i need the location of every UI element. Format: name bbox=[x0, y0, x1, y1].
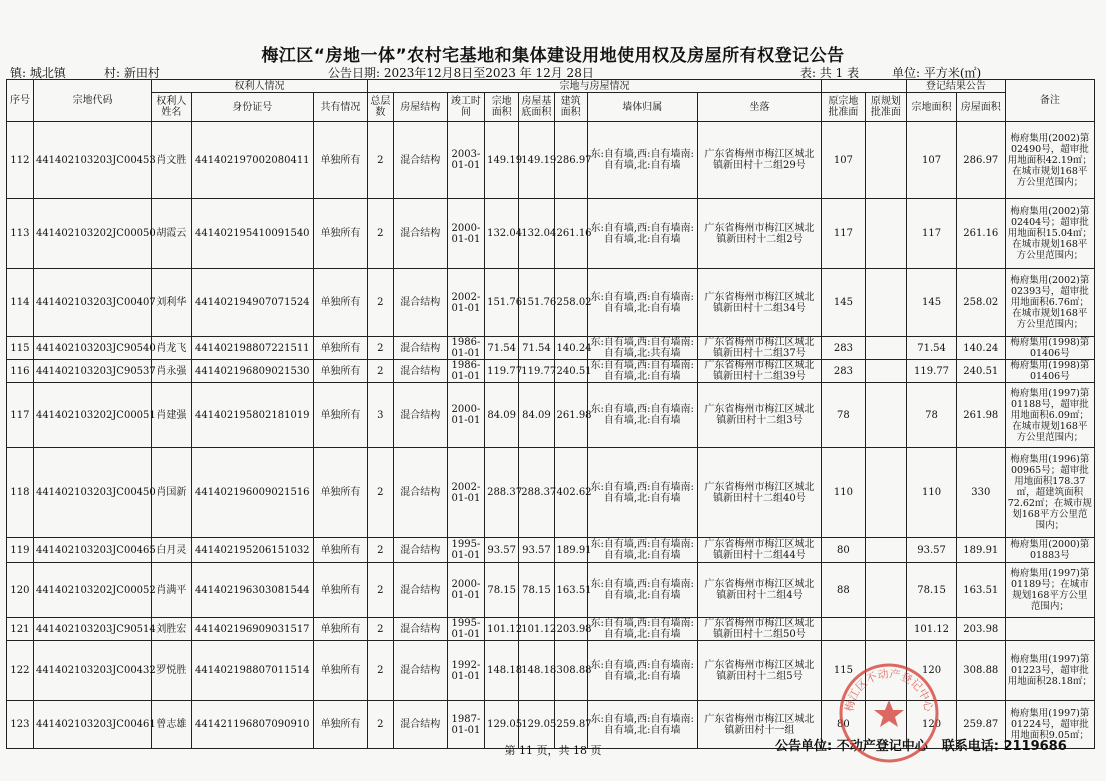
cell-result-land-area: 119.77 bbox=[907, 360, 957, 383]
cell-address: 广东省梅州市梅江区城北镇新田村十二组4号 bbox=[697, 563, 821, 618]
cell-orig-approved-area: 110 bbox=[822, 448, 866, 538]
cell-floors: 2 bbox=[367, 122, 393, 199]
cell-name: 胡霞云 bbox=[152, 199, 191, 269]
cell-note: 梅府集用(1996)第00965号；超审批用地面积178.37㎡，超建筑面积72.62㎡；在城市规划168平方公里范围内； bbox=[1005, 448, 1094, 538]
cell-seq: 123 bbox=[7, 701, 34, 749]
cell-completion-date: 1986-01-01 bbox=[447, 337, 484, 360]
page-title: 梅江区“房地一体”农村宅基地和集体建设用地使用权及房屋所有权登记公告 bbox=[261, 46, 845, 66]
cell-floors: 2 bbox=[367, 701, 393, 749]
cell-note: 梅府集用(1997)第01223号，超审批用地面积28.18㎡； bbox=[1005, 641, 1094, 701]
header-wall: 墙体归属 bbox=[587, 93, 697, 122]
cell-base-area: 93.57 bbox=[519, 538, 554, 563]
cell-building-area: 286.97 bbox=[554, 122, 587, 199]
cell-result-house-area: 261.16 bbox=[956, 199, 1005, 269]
cell-note: 梅府集用(2002)第02393号，超审批用地面积6.76㎡；在城市规划168平方公里范围内； bbox=[1005, 269, 1094, 337]
cell-orig-approved-area: 145 bbox=[822, 269, 866, 337]
cell-completion-date: 2000-01-01 bbox=[447, 563, 484, 618]
cell-share: 单独所有 bbox=[313, 641, 367, 701]
cell-land-area: 132.04 bbox=[485, 199, 519, 269]
cell-building-area: 163.51 bbox=[554, 563, 587, 618]
cell-orig-approved-area: 88 bbox=[822, 563, 866, 618]
cell-land-area: 119.77 bbox=[485, 360, 519, 383]
cell-floors: 2 bbox=[367, 337, 393, 360]
header-note: 备注 bbox=[1005, 80, 1094, 122]
header-orig: 原宗地批准面 bbox=[822, 93, 866, 122]
cell-plan-approved-area bbox=[865, 538, 906, 563]
header-share: 共有情况 bbox=[313, 93, 367, 122]
cell-plan-approved-area bbox=[865, 199, 906, 269]
cell-land-area: 151.76 bbox=[485, 269, 519, 337]
cell-base-area: 149.19 bbox=[519, 122, 554, 199]
cell-name: 罗悦胜 bbox=[152, 641, 191, 701]
cell-building-area: 203.98 bbox=[554, 618, 587, 641]
cell-id-number: 441402195206151032 bbox=[191, 538, 313, 563]
cell-wall: 东:自有墙,西:自有墙南:自有墙,北:自有墙 bbox=[587, 563, 697, 618]
cell-orig-approved-area: 283 bbox=[822, 360, 866, 383]
cell-floors: 2 bbox=[367, 618, 393, 641]
cell-share: 单独所有 bbox=[313, 360, 367, 383]
cell-seq: 119 bbox=[7, 538, 34, 563]
cell-structure: 混合结构 bbox=[393, 563, 447, 618]
cell-name: 肖永强 bbox=[152, 360, 191, 383]
cell-land-area: 93.57 bbox=[485, 538, 519, 563]
header-owner-group: 权利人情况 bbox=[152, 80, 368, 93]
cell-building-area: 240.51 bbox=[554, 360, 587, 383]
cell-result-land-area: 145 bbox=[907, 269, 957, 337]
cell-result-house-area: 258.02 bbox=[956, 269, 1005, 337]
cell-land-area: 101.12 bbox=[485, 618, 519, 641]
cell-wall: 东:自有墙,西:自有墙南:自有墙,北:自有墙 bbox=[587, 199, 697, 269]
cell-code: 441402103202JC00052 bbox=[33, 563, 151, 618]
cell-orig-approved-area: 80 bbox=[822, 701, 866, 749]
cell-orig-approved-area: 115 bbox=[822, 641, 866, 701]
cell-completion-date: 1986-01-01 bbox=[447, 360, 484, 383]
table-row bbox=[7, 360, 1095, 383]
cell-note: 梅府集用(1997)第01189号；在城市规划168平方公里范围内； bbox=[1005, 563, 1094, 618]
cell-completion-date: 1995-01-01 bbox=[447, 538, 484, 563]
cell-orig-approved-area: 117 bbox=[822, 199, 866, 269]
cell-code: 441402103203JC00407 bbox=[33, 269, 151, 337]
cell-note: 梅府集用(1997)第01224号，超审批用地面积9.05㎡； bbox=[1005, 701, 1094, 749]
cell-wall: 东:自有墙,西:自有墙南:自有墙,北:自有墙 bbox=[587, 641, 697, 701]
header-base-area: 房屋基底面积 bbox=[519, 93, 554, 122]
table-row bbox=[7, 199, 1095, 269]
cell-note: 梅府集用(1998)第01406号 bbox=[1005, 360, 1094, 383]
cell-building-area: 140.24 bbox=[554, 337, 587, 360]
cell-code: 441402103202JC00050 bbox=[33, 199, 151, 269]
cell-share: 单独所有 bbox=[313, 448, 367, 538]
cell-code: 441402103203JC00453 bbox=[33, 122, 151, 199]
cell-completion-date: 1995-01-01 bbox=[447, 618, 484, 641]
cell-plan-approved-area bbox=[865, 618, 906, 641]
header-plan: 原规划批准面 bbox=[865, 93, 906, 122]
cell-note: 梅府集用(2002)第02490号，超审批用地面积42.19㎡；在城市规划168平方公里范围内； bbox=[1005, 122, 1094, 199]
cell-completion-date: 2000-01-01 bbox=[447, 383, 484, 448]
cell-structure: 混合结构 bbox=[393, 199, 447, 269]
cell-seq: 122 bbox=[7, 641, 34, 701]
cell-structure: 混合结构 bbox=[393, 337, 447, 360]
cell-address: 广东省梅州市梅江区城北镇新田村十二组39号 bbox=[697, 360, 821, 383]
cell-seq: 120 bbox=[7, 563, 34, 618]
cell-seq: 116 bbox=[7, 360, 34, 383]
cell-note: 梅府集用(1998)第01406号 bbox=[1005, 337, 1094, 360]
cell-building-area: 189.91 bbox=[554, 538, 587, 563]
cell-seq: 115 bbox=[7, 337, 34, 360]
cell-id-number: 441402196909031517 bbox=[191, 618, 313, 641]
cell-completion-date: 2002-01-01 bbox=[447, 269, 484, 337]
cell-result-land-area: 107 bbox=[907, 122, 957, 199]
cell-result-land-area: 110 bbox=[907, 448, 957, 538]
cell-completion-date: 1987-01-01 bbox=[447, 701, 484, 749]
cell-orig-approved-area: 283 bbox=[822, 337, 866, 360]
cell-structure: 混合结构 bbox=[393, 360, 447, 383]
cell-seq: 114 bbox=[7, 269, 34, 337]
cell-result-house-area: 140.24 bbox=[956, 337, 1005, 360]
cell-result-house-area: 240.51 bbox=[956, 360, 1005, 383]
cell-address: 广东省梅州市梅江区城北镇新田村十二组34号 bbox=[697, 269, 821, 337]
cell-result-land-area: 120 bbox=[907, 641, 957, 701]
cell-address: 广东省梅州市梅江区城北镇新田村十二组50号 bbox=[697, 618, 821, 641]
cell-address: 广东省梅州市梅江区城北镇新田村十二组5号 bbox=[697, 641, 821, 701]
cell-result-land-area: 101.12 bbox=[907, 618, 957, 641]
cell-structure: 混合结构 bbox=[393, 618, 447, 641]
cell-structure: 混合结构 bbox=[393, 269, 447, 337]
cell-building-area: 402.62 bbox=[554, 448, 587, 538]
cell-land-area: 149.19 bbox=[485, 122, 519, 199]
cell-id-number: 441421196807090910 bbox=[191, 701, 313, 749]
cell-wall: 东:自有墙,西:自有墙南:自有墙,北:自有墙 bbox=[587, 448, 697, 538]
cell-address: 广东省梅州市梅江区城北镇新田村十二组2号 bbox=[697, 199, 821, 269]
cell-code: 441402103203JC00432 bbox=[33, 641, 151, 701]
cell-building-area: 258.02 bbox=[554, 269, 587, 337]
table-row bbox=[7, 448, 1095, 538]
cell-structure: 混合结构 bbox=[393, 122, 447, 199]
cell-id-number: 441402196009021516 bbox=[191, 448, 313, 538]
cell-name: 刘胜宏 bbox=[152, 618, 191, 641]
cell-name: 曾志雄 bbox=[152, 701, 191, 749]
cell-seq: 117 bbox=[7, 383, 34, 448]
cell-code: 441402103203JC90540 bbox=[33, 337, 151, 360]
cell-floors: 2 bbox=[367, 360, 393, 383]
cell-base-area: 129.05 bbox=[519, 701, 554, 749]
footer-unit: 公告单位: 不动产登记中心 bbox=[775, 739, 928, 754]
cell-wall: 东:自有墙,西:自有墙南:自有墙,北:自有墙 bbox=[587, 701, 697, 749]
cell-id-number: 441402198807011514 bbox=[191, 641, 313, 701]
header-res-land: 宗地面积 bbox=[907, 93, 957, 122]
cell-floors: 2 bbox=[367, 269, 393, 337]
cell-code: 441402103203JC90537 bbox=[33, 360, 151, 383]
header-land-area: 宗地面积 bbox=[485, 93, 519, 122]
cell-result-house-area: 189.91 bbox=[956, 538, 1005, 563]
cell-code: 441402103203JC00465 bbox=[33, 538, 151, 563]
cell-name: 肖国新 bbox=[152, 448, 191, 538]
table-row bbox=[7, 383, 1095, 448]
cell-floors: 2 bbox=[367, 641, 393, 701]
cell-id-number: 441402196809021530 bbox=[191, 360, 313, 383]
cell-land-area: 84.09 bbox=[485, 383, 519, 448]
cell-wall: 东:自有墙,西:自有墙南:自有墙,北:自有墙 bbox=[587, 360, 697, 383]
header-name: 权利人姓名 bbox=[152, 93, 191, 122]
cell-floors: 3 bbox=[367, 383, 393, 448]
cell-id-number: 441402196303081544 bbox=[191, 563, 313, 618]
cell-base-area: 101.12 bbox=[519, 618, 554, 641]
cell-result-land-area: 71.54 bbox=[907, 337, 957, 360]
cell-plan-approved-area bbox=[865, 383, 906, 448]
cell-plan-approved-area bbox=[865, 337, 906, 360]
cell-land-area: 78.15 bbox=[485, 563, 519, 618]
cell-wall: 东:自有墙,西:自有墙南:自有墙,北:自有墙 bbox=[587, 269, 697, 337]
cell-code: 441402103203JC00450 bbox=[33, 448, 151, 538]
unit-label: 单位: 平方米(㎡) bbox=[892, 66, 982, 80]
cell-base-area: 119.77 bbox=[519, 360, 554, 383]
cell-base-area: 148.18 bbox=[519, 641, 554, 701]
cell-share: 单独所有 bbox=[313, 563, 367, 618]
cell-share: 单独所有 bbox=[313, 269, 367, 337]
cell-result-land-area: 78 bbox=[907, 383, 957, 448]
cell-share: 单独所有 bbox=[313, 122, 367, 199]
cell-address: 广东省梅州市梅江区城北镇新田村十二组29号 bbox=[697, 122, 821, 199]
cell-structure: 混合结构 bbox=[393, 383, 447, 448]
cell-code: 441402103203JC00461 bbox=[33, 701, 151, 749]
cell-result-house-area: 259.87 bbox=[956, 701, 1005, 749]
cell-code: 441402103203JC90514 bbox=[33, 618, 151, 641]
footer-phone: 联系电话: 2119686 bbox=[941, 739, 1067, 754]
cell-base-area: 288.37 bbox=[519, 448, 554, 538]
cell-base-area: 84.09 bbox=[519, 383, 554, 448]
cell-note: 梅府集用(2002)第02404号；超审批用地面积15.04㎡；在城市规划168平方公里范围内； bbox=[1005, 199, 1094, 269]
official-seal-stamp bbox=[836, 660, 942, 766]
cell-land-area: 129.05 bbox=[485, 701, 519, 749]
header-res-house: 房屋面积 bbox=[956, 93, 1005, 122]
cell-result-house-area: 308.88 bbox=[956, 641, 1005, 701]
cell-result-house-area: 163.51 bbox=[956, 563, 1005, 618]
cell-building-area: 308.88 bbox=[554, 641, 587, 701]
cell-orig-approved-area: 78 bbox=[822, 383, 866, 448]
cell-land-area: 288.37 bbox=[485, 448, 519, 538]
cell-code: 441402103202JC00051 bbox=[33, 383, 151, 448]
header-addr: 坐落 bbox=[697, 93, 821, 122]
table-row bbox=[7, 538, 1095, 563]
cell-structure: 混合结构 bbox=[393, 701, 447, 749]
cell-note: 梅府集用(2000)第01883号 bbox=[1005, 538, 1094, 563]
header-land-group: 宗地与房屋情况 bbox=[367, 80, 821, 93]
cell-name: 肖文胜 bbox=[152, 122, 191, 199]
table-count: 表: 共 1 表 bbox=[800, 66, 860, 80]
cell-plan-approved-area bbox=[865, 269, 906, 337]
cell-orig-approved-area: 107 bbox=[822, 122, 866, 199]
header-id: 身份证号 bbox=[191, 93, 313, 122]
cell-id-number: 441402194907071524 bbox=[191, 269, 313, 337]
cell-plan-approved-area bbox=[865, 563, 906, 618]
cell-share: 单独所有 bbox=[313, 383, 367, 448]
cell-name: 白月灵 bbox=[152, 538, 191, 563]
cell-completion-date: 2002-01-01 bbox=[447, 448, 484, 538]
cell-seq: 112 bbox=[7, 122, 34, 199]
cell-plan-approved-area bbox=[865, 122, 906, 199]
cell-name: 肖建强 bbox=[152, 383, 191, 448]
cell-structure: 混合结构 bbox=[393, 538, 447, 563]
cell-structure: 混合结构 bbox=[393, 641, 447, 701]
cell-floors: 2 bbox=[367, 563, 393, 618]
cell-orig-approved-area bbox=[822, 618, 866, 641]
cell-result-house-area: 330 bbox=[956, 448, 1005, 538]
cell-address: 广东省梅州市梅江区城北镇新田村十二组44号 bbox=[697, 538, 821, 563]
header-date: 竣工时间 bbox=[447, 93, 484, 122]
table-row bbox=[7, 122, 1095, 199]
cell-plan-approved-area bbox=[865, 360, 906, 383]
cell-land-area: 148.18 bbox=[485, 641, 519, 701]
announcement-date: 公告日期: 2023年12月8日至2023 年 12月 28日 bbox=[328, 66, 594, 80]
cell-id-number: 441402198807221511 bbox=[191, 337, 313, 360]
cell-seq: 118 bbox=[7, 448, 34, 538]
cell-share: 单独所有 bbox=[313, 199, 367, 269]
cell-result-land-area: 120 bbox=[907, 701, 957, 749]
cell-wall: 东:自有墙,西:自有墙南:自有墙,北:自有墙 bbox=[587, 538, 697, 563]
cell-completion-date: 2003-01-01 bbox=[447, 122, 484, 199]
cell-share: 单独所有 bbox=[313, 538, 367, 563]
cell-name: 肖满平 bbox=[152, 563, 191, 618]
header-result-group: 登记结果公告 bbox=[907, 80, 1006, 93]
header-code: 宗地代码 bbox=[33, 80, 151, 122]
page-indicator: 第 11 页，共 18 页 bbox=[504, 744, 602, 757]
cell-base-area: 151.76 bbox=[519, 269, 554, 337]
cell-wall: 东:自有墙,西:自有墙南:自有墙,北:自有墙 bbox=[587, 618, 697, 641]
cell-id-number: 441402195802181019 bbox=[191, 383, 313, 448]
cell-address: 广东省梅州市梅江区城北镇新田村十一组 bbox=[697, 701, 821, 749]
cell-result-house-area: 286.97 bbox=[956, 122, 1005, 199]
cell-result-land-area: 93.57 bbox=[907, 538, 957, 563]
header-spacer bbox=[822, 80, 907, 93]
cell-land-area: 71.54 bbox=[485, 337, 519, 360]
table-body bbox=[7, 122, 1095, 749]
cell-address: 广东省梅州市梅江区城北镇新田村十二组3号 bbox=[697, 383, 821, 448]
registration-table bbox=[6, 79, 1095, 749]
cell-base-area: 71.54 bbox=[519, 337, 554, 360]
cell-completion-date: 1992-01-01 bbox=[447, 641, 484, 701]
cell-note bbox=[1005, 618, 1094, 641]
cell-result-land-area: 78.15 bbox=[907, 563, 957, 618]
village-label: 村: 新田村 bbox=[104, 66, 160, 80]
cell-result-land-area: 117 bbox=[907, 199, 957, 269]
cell-floors: 2 bbox=[367, 538, 393, 563]
header-floors: 总层数 bbox=[367, 93, 393, 122]
town-label: 镇: 城北镇 bbox=[10, 66, 66, 80]
table-row bbox=[7, 563, 1095, 618]
cell-floors: 2 bbox=[367, 199, 393, 269]
table-row bbox=[7, 269, 1095, 337]
cell-building-area: 261.16 bbox=[554, 199, 587, 269]
cell-base-area: 132.04 bbox=[519, 199, 554, 269]
header-build-area: 建筑面积 bbox=[554, 93, 587, 122]
cell-name: 肖龙飞 bbox=[152, 337, 191, 360]
cell-base-area: 78.15 bbox=[519, 563, 554, 618]
table-row bbox=[7, 337, 1095, 360]
table-row bbox=[7, 618, 1095, 641]
cell-address: 广东省梅州市梅江区城北镇新田村十二组37号 bbox=[697, 337, 821, 360]
cell-seq: 113 bbox=[7, 199, 34, 269]
cell-wall: 东:自有墙,西:自有墙南:自有墙,北:共有墙 bbox=[587, 337, 697, 360]
cell-structure: 混合结构 bbox=[393, 448, 447, 538]
cell-building-area: 259.87 bbox=[554, 701, 587, 749]
cell-seq: 121 bbox=[7, 618, 34, 641]
header-seq: 序号 bbox=[7, 80, 34, 122]
cell-share: 单独所有 bbox=[313, 618, 367, 641]
cell-address: 广东省梅州市梅江区城北镇新田村十二组40号 bbox=[697, 448, 821, 538]
cell-share: 单独所有 bbox=[313, 337, 367, 360]
svg-text:梅江区不动产登记中心: 梅江区不动产登记中心 bbox=[842, 667, 936, 713]
cell-wall: 东:自有墙,西:自有墙南:自有墙,北:自有墙 bbox=[587, 122, 697, 199]
cell-share: 单独所有 bbox=[313, 701, 367, 749]
cell-completion-date: 2000-01-01 bbox=[447, 199, 484, 269]
cell-plan-approved-area bbox=[865, 448, 906, 538]
cell-note: 梅府集用(1997)第01188号，超审批用地面积6.09㎡；在城市规划168平方公里范围内； bbox=[1005, 383, 1094, 448]
cell-floors: 2 bbox=[367, 448, 393, 538]
cell-id-number: 441402195410091540 bbox=[191, 199, 313, 269]
cell-result-house-area: 203.98 bbox=[956, 618, 1005, 641]
cell-result-house-area: 261.98 bbox=[956, 383, 1005, 448]
cell-orig-approved-area: 80 bbox=[822, 538, 866, 563]
header-struct: 房屋结构 bbox=[393, 93, 447, 122]
cell-id-number: 441402197002080411 bbox=[191, 122, 313, 199]
cell-wall: 东:自有墙,西:自有墙南:自有墙,北:自有墙 bbox=[587, 383, 697, 448]
cell-name: 刘利华 bbox=[152, 269, 191, 337]
cell-building-area: 261.98 bbox=[554, 383, 587, 448]
